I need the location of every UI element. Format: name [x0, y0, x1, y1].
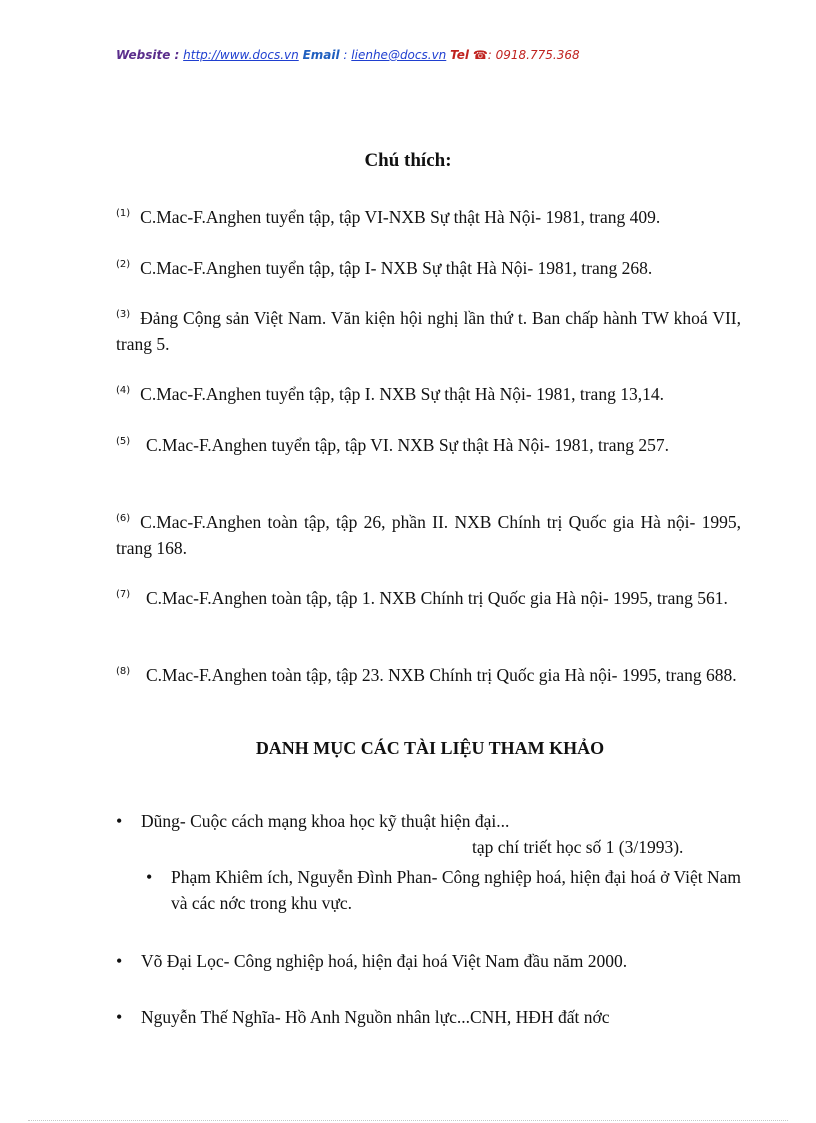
footnote-mark: (3) [116, 309, 131, 320]
reference-text: Võ Đại Lọc- Công nghiệp hoá, hiện đại hoá Việt Nam đầu năm 2000. [141, 951, 628, 971]
footnote-text: C.Mac-F.Anghen toàn tập, tập 1. NXB Chính trị Quốc gia Hà nội- 1995, trang 561. [146, 588, 728, 608]
page-header [116, 48, 580, 62]
footnote-text: C.Mac-F.Anghen tuyển tập, tập VI-NXB Sự thật Hà Nội- 1981, trang 409. [140, 207, 661, 227]
footnote-mark: (8) [116, 666, 131, 677]
references-title: DANH MỤC CÁC TÀI LIỆU THAM KHẢO [255, 738, 605, 758]
footnote-4 [116, 378, 741, 407]
email-link[interactable]: lienhe@docs.vn [351, 48, 447, 62]
tel-label: Tel [450, 48, 469, 62]
footnote-7 [116, 582, 741, 611]
footnote-1 [116, 201, 741, 230]
footnote-text: C.Mac-F.Anghen tuyển tập, tập I. NXB Sự thật Hà Nội- 1981, trang 13,14. [140, 384, 664, 404]
website-label: Website : [116, 48, 180, 62]
email-label: Email [302, 48, 340, 62]
telephone-icon: ☎ [472, 48, 488, 62]
bullet-icon: • [116, 951, 123, 971]
reference-text: Phạm Khiêm ích, Nguyễn Đình Phan- Công nghiệp hoá, hiện đại hoá ở Việt Nam và các nớc trong khu vực. [171, 867, 741, 913]
reference-text: Dũng- Cuộc cách mạng khoa học kỹ thuật hiện đại... [141, 811, 510, 831]
footnote-2 [116, 252, 741, 281]
bullet-icon: • [116, 1007, 123, 1027]
footnote-text: C.Mac-F.Anghen tuyển tập, tập I- NXB Sự thật Hà Nội- 1981, trang 268. [140, 258, 653, 278]
bullet-icon: • [146, 867, 153, 887]
reference-source: tạp chí triết học số 1 (3/1993). [472, 837, 684, 857]
reference-item-2 [146, 864, 741, 916]
footnote-5 [116, 429, 741, 458]
footnote-mark: (5) [116, 436, 131, 447]
reference-item-4 [116, 1004, 741, 1030]
footnote-3 [116, 302, 741, 357]
footnote-text: Đảng Cộng sản Việt Nam. Văn kiện hội nghị lần thứ t. Ban chấp hành TW khoá VII, trang 5. [116, 308, 741, 354]
page-footer-divider [28, 1120, 788, 1121]
footnote-text: C.Mac-F.Anghen tuyển tập, tập VI. NXB Sự thật Hà Nội- 1981, trang 257. [146, 435, 669, 455]
footnote-mark: (1) [116, 208, 131, 219]
footnote-8 [116, 659, 741, 688]
footnote-mark: (6) [116, 513, 131, 524]
footnote-text: C.Mac-F.Anghen toàn tập, tập 23. NXB Chính trị Quốc gia Hà nội- 1995, trang 688. [146, 665, 737, 685]
bullet-icon: • [116, 811, 123, 831]
email-separator: : [343, 48, 348, 62]
footnote-mark: (4) [116, 385, 131, 396]
footnote-6 [116, 506, 741, 561]
reference-text: Nguyễn Thế Nghĩa- Hồ Anh Nguồn nhân lực...CNH, HĐH đất nớc [141, 1007, 610, 1027]
reference-item-1 [116, 808, 741, 860]
website-link[interactable]: http://www.docs.vn [183, 48, 299, 62]
footnote-mark: (7) [116, 589, 131, 600]
notes-title: Chú thích: [364, 150, 452, 171]
footnote-mark: (2) [116, 259, 131, 270]
phone-number: : 0918.775.368 [487, 48, 580, 62]
reference-item-3 [116, 948, 741, 974]
footnote-text: C.Mac-F.Anghen toàn tập, tập 26, phần II. NXB Chính trị Quốc gia Hà nội- 1995, trang 168. [116, 512, 741, 558]
